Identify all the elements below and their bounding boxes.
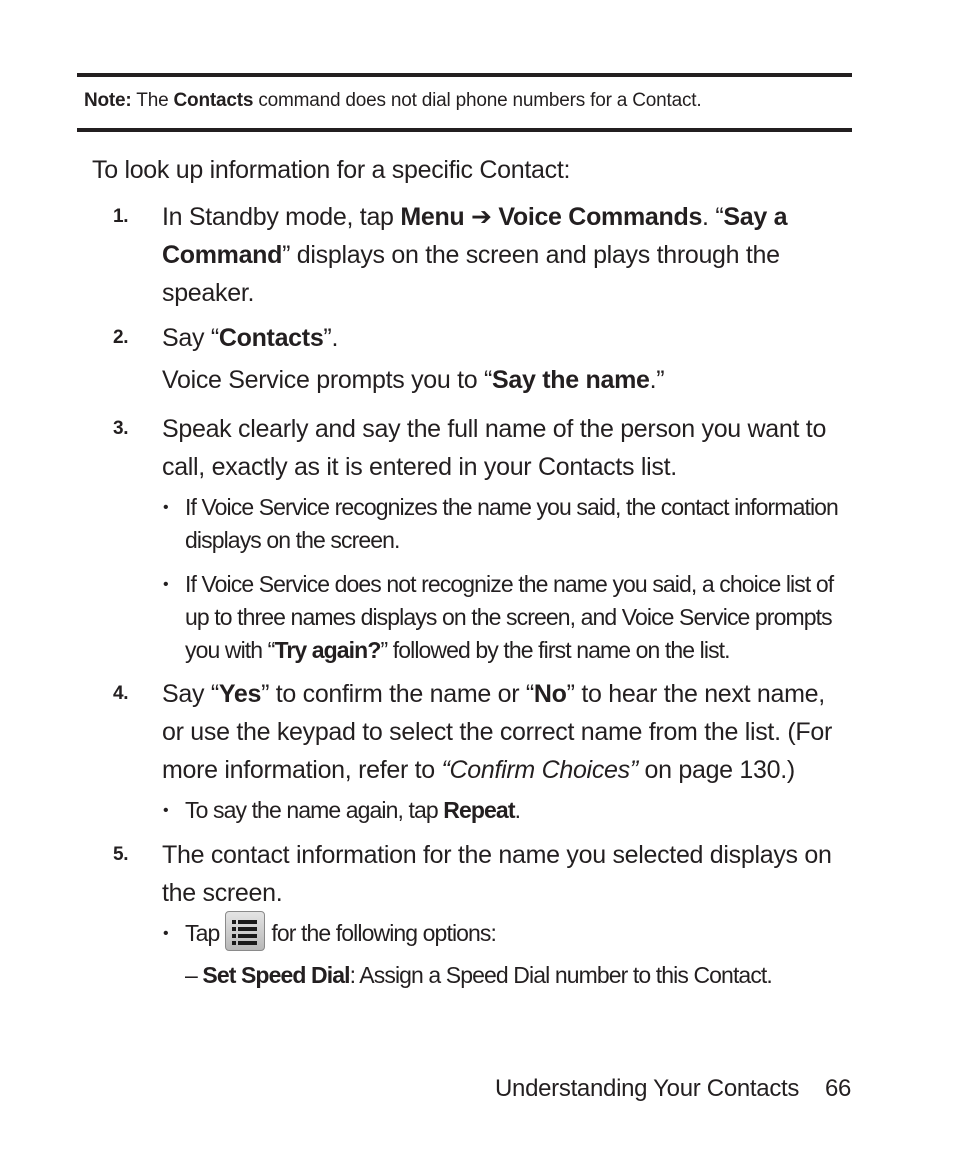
bullet-text-part: If Voice Service does not recognize the name you said, a choice list of up to three names displays on the screen, and Voice Service prompts you with “ <box>185 571 834 663</box>
option-description: : Assign a Speed Dial number to this Contact. <box>349 962 772 988</box>
followup-text: .” <box>649 366 665 394</box>
note-label: Note: <box>84 90 132 111</box>
prompt-say-the-name: Say the name <box>492 366 650 394</box>
dash-marker: – <box>185 962 197 988</box>
bullet-text <box>185 917 855 951</box>
step-text-part: In Standby mode, tap <box>162 203 401 231</box>
note-top-rule <box>77 73 852 77</box>
step-text <box>162 675 852 789</box>
step-text-part: ”. <box>323 324 339 352</box>
menu-path: Menu ➔ Voice Commands <box>400 203 703 231</box>
footer-page-number: 66 <box>825 1075 852 1102</box>
bullet-text <box>185 794 855 827</box>
step-text <box>162 198 852 312</box>
step-text: Speak clearly and say the full name of the person you want to call, exactly as it is entered in your Contacts list. <box>162 415 827 481</box>
step-number: 2. <box>113 327 129 348</box>
step-text-part: Say “ <box>162 680 219 708</box>
step-text-part: ” to hear the next name, or use the keypad to select the correct name from the list. (For more information, refer to <box>162 680 832 784</box>
prompt-try-again: Try again? <box>274 637 381 663</box>
step-text-part: on page 130.) <box>637 756 795 784</box>
note-bold: Contacts <box>173 90 254 111</box>
footer-section-title: Understanding Your Contacts <box>495 1075 800 1102</box>
bullet-text-part: Tap <box>185 920 220 946</box>
command-no: No <box>533 680 567 708</box>
prompt-say-a-command: Say a Command <box>162 203 788 269</box>
bullet-text-part: ” followed by the first name on the list. <box>380 637 730 663</box>
step-text-part: Say “ <box>162 324 219 352</box>
command-yes: Yes <box>218 680 262 708</box>
note-text-post: command does not dial phone numbers for a Contact. <box>253 90 702 111</box>
bullet-marker: • <box>163 499 168 516</box>
bullet-text: If Voice Service recognizes the name you said, the contact information displays on the screen. <box>185 494 838 553</box>
bullet-marker: • <box>163 925 168 942</box>
step-2-followup <box>162 366 664 395</box>
step-text-part: ” displays on the screen and plays through the speaker. <box>162 241 780 307</box>
bullet-text-part: . <box>514 797 521 823</box>
repeat-command: Repeat <box>443 797 515 823</box>
step-number: 3. <box>113 418 129 439</box>
step-text-part: . “ <box>702 203 724 231</box>
step-text <box>162 319 852 357</box>
intro-text: To look up information for a specific Contact: <box>92 156 571 184</box>
bullet-text-part: for the following options: <box>271 920 497 946</box>
command-contacts: Contacts <box>218 324 324 352</box>
sub-option-set-speed-dial <box>185 962 772 989</box>
note <box>84 90 701 112</box>
step-number: 5. <box>113 844 129 865</box>
step-number: 1. <box>113 206 129 227</box>
bullet-text-part: To say the name again, tap <box>185 797 444 823</box>
followup-text: Voice Service prompts you to “ <box>162 366 493 394</box>
note-text-pre: The <box>131 90 174 111</box>
cross-reference: “Confirm Choices” <box>441 756 638 784</box>
step-text: The contact information for the name you selected displays on the screen. <box>162 841 832 907</box>
step-number: 4. <box>113 683 129 704</box>
bullet-marker: • <box>163 802 168 819</box>
bullet-marker: • <box>163 576 168 593</box>
option-name: Set Speed Dial <box>202 962 350 988</box>
step-text-part: ” to confirm the name or “ <box>261 680 534 708</box>
menu-list-icon <box>225 911 265 951</box>
bullet-text <box>185 568 855 667</box>
note-bottom-rule <box>77 128 852 132</box>
